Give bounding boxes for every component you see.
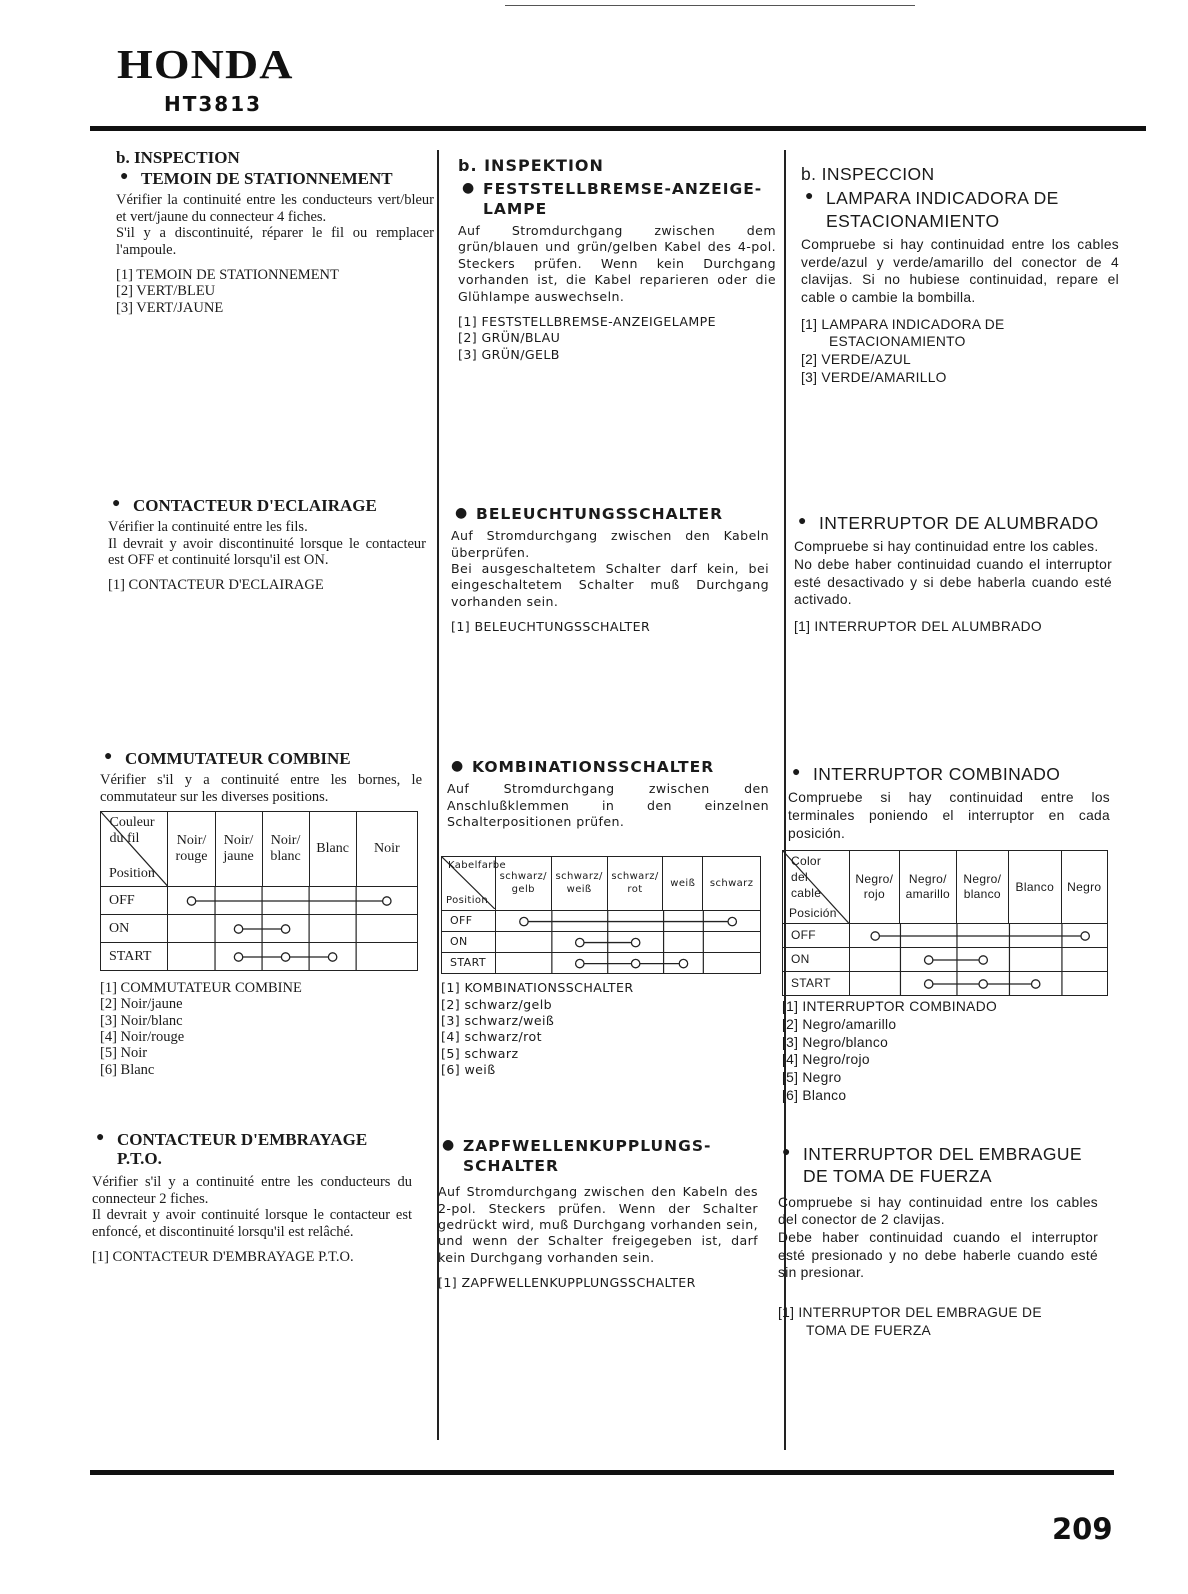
continuity-terminal — [235, 953, 243, 961]
continuity-terminal — [871, 932, 879, 940]
es-lampara-body: Compruebe si hay continuidad entre los cables verde/azul y verde/amarillo del conector de 4 clavijas. Si no hubiese continuidad, repare el cable o cambie la bombilla. — [801, 237, 1119, 306]
top-rule — [505, 5, 915, 6]
table-row-label: OFF — [101, 886, 168, 914]
fr-section-b: b. INSPECTION — [116, 148, 240, 167]
table-col-header: Negro/ rojo — [849, 851, 899, 924]
continuity-terminal — [520, 917, 528, 925]
continuity-terminal — [631, 938, 639, 946]
es-combinado-section — [782, 763, 1110, 1104]
table-col-header: Blanco — [1009, 851, 1061, 924]
continuity-terminal — [329, 953, 337, 961]
continuity-terminal — [282, 925, 290, 933]
fr-temoin-body: Vérifier la continuité entre les conducteurs vert/bleur et vert/jaune du connecteur 4 fiches. — [116, 192, 434, 225]
continuity-diagram — [850, 924, 1108, 948]
es-lampara-refs: [1] LAMPARA INDICADORA DE ESTACIONAMIENTO [2] VERDE/AZUL [3] VERDE/AMARILLO — [801, 316, 1005, 385]
de-zapfwelle-refs: [1] ZAPFWELLENKUPPLUNGSSCHALTER — [438, 1275, 696, 1291]
table-col-header: schwarz/ rot — [607, 857, 663, 910]
footer-rule — [90, 1470, 1114, 1475]
es-lampara-title: ● LAMPARA INDICADORA DE — [805, 187, 1059, 209]
es-section-b: b. INSPECCION — [801, 164, 935, 184]
fr-temoin-title: ● TEMOIN DE STATIONNEMENT — [120, 169, 393, 189]
fr-embrayage-title2: P.T.O. — [117, 1149, 162, 1169]
de-section-b: b. INSPEKTION — [458, 156, 604, 175]
table-row-label: START — [442, 953, 496, 974]
fr-temoin-refs: [1] TEMOIN DE STATIONNEMENT [2] VERT/BLEU [3] VERT/JAUNE — [116, 266, 339, 316]
fr-eclairage-section — [108, 496, 426, 594]
table-col-header: Noir/ jaune — [215, 811, 262, 886]
brand-logo: HONDA — [117, 41, 294, 87]
table-col-header: Noir — [356, 811, 417, 886]
continuity-terminal — [924, 956, 932, 964]
de-lampe-section — [458, 156, 776, 363]
continuity-terminal — [1081, 932, 1089, 940]
de-kombination-title: ● KOMBINATIONSSCHALTER — [451, 758, 715, 776]
continuity-row-on — [168, 914, 418, 942]
table-row-label: ON — [442, 931, 496, 952]
model-number: HT3813 — [164, 92, 263, 116]
fr-eclairage-body: Vérifier la continuité entre les fils. — [108, 519, 308, 536]
fr-embrayage-body: Vérifier s'il y a continuité entre les conducteurs du connecteur 2 fiches. — [92, 1174, 412, 1207]
continuity-terminal — [188, 897, 196, 905]
de-beleuchtung-refs: [1] BELEUCHTUNGSSCHALTER — [451, 618, 651, 634]
fr-combine-section — [100, 749, 422, 1078]
de-beleuchtung-title: ● BELEUCHTUNGSSCHALTER — [455, 505, 724, 523]
fr-temoin-body2: S'il y a discontinuité, réparer le fil ou remplacer l'ampoule. — [116, 225, 434, 258]
de-zapfwelle-title2: SCHALTER — [463, 1157, 559, 1176]
de-table-corner: Kabelfarbe Position — [442, 857, 496, 910]
de-beleuchtung-body2: Bei ausgeschaltetem Schalter darf kein, bei eingeschaltetem Schalter muß Durchgang vorhanden sein. — [451, 560, 769, 609]
fr-eclairage-body2: Il devrait y avoir discontinuité lorsque le contacteur est OFF et continuité lorsqu'il est ON. — [108, 535, 426, 568]
continuity-row-off — [495, 910, 760, 931]
es-embrague-refs: [1] INTERRUPTOR DEL EMBRAGUE DE TOMA DE FUERZA — [778, 1305, 1042, 1338]
fr-eclairage-refs: [1] CONTACTEUR D'ECLAIRAGE — [108, 577, 324, 594]
es-alumbrado-refs: [1] INTERRUPTOR DEL ALUMBRADO — [794, 619, 1042, 635]
table-row-label: OFF — [783, 924, 850, 948]
es-alumbrado-section — [794, 512, 1112, 636]
continuity-terminal — [1031, 980, 1039, 988]
de-lampe-title2: LAMPE — [483, 199, 548, 218]
fr-embrayage-refs: [1] CONTACTEUR D'EMBRAYAGE P.T.O. — [92, 1248, 354, 1265]
continuity-terminal — [979, 956, 987, 964]
continuity-terminal — [282, 953, 290, 961]
continuity-terminal — [979, 980, 987, 988]
de-kombination-table — [441, 856, 761, 974]
page-number: 209 — [1052, 1512, 1113, 1546]
de-kombination-body: Auf Stromdurchgang zwischen den Anschlußklemmen in den einzelnen Schalterpositionen prüfen. — [447, 781, 769, 829]
es-lampara-title2: ESTACIONAMIENTO — [826, 210, 1000, 231]
table-col-header: Negro/ blanco — [956, 851, 1008, 924]
continuity-row-off — [168, 886, 418, 914]
es-embrague-body: Compruebe si hay continuidad entre los cables del conector de 2 clavijas. — [778, 1194, 1098, 1228]
de-kombination-refs: [1] KOMBINATIONSSCHALTER [2] schwarz/gelb [3] schwarz/weiß [4] schwarz/rot [5] schwarz [6] weiß — [441, 980, 634, 1078]
fr-eclairage-title: ● CONTACTEUR D'ECLAIRAGE — [112, 496, 377, 515]
es-embrague-title2: DE TOMA DE FUERZA — [803, 1166, 992, 1187]
table-col-header: schwarz/ gelb — [495, 857, 551, 910]
de-lampe-refs: [1] FESTSTELLBREMSE-ANZEIGELAMPE [2] GRÜN/BLAU [3] GRÜN/GELB — [458, 313, 717, 362]
table-row-label: ON — [101, 914, 168, 942]
continuity-terminal — [575, 959, 583, 967]
es-combinado-table — [782, 850, 1108, 996]
de-beleuchtung-section — [451, 504, 769, 635]
fr-combine-body: Vérifier s'il y a continuité entre les bornes, le commutateur sur les diverses positions. — [100, 772, 422, 805]
fr-combine-title: ● COMMUTATEUR COMBINE — [104, 749, 351, 768]
continuity-terminal — [728, 917, 736, 925]
es-alumbrado-body2: No debe haber continuidad cuando el interruptor esté desactivado y si debe haberla cuando esté activado. — [794, 557, 1112, 608]
fr-temoin-section — [116, 148, 434, 316]
continuity-diagram — [496, 953, 761, 974]
de-kombination-section — [441, 757, 769, 1078]
continuity-row-start — [849, 972, 1107, 996]
table-col-header: schwarz/ weiß — [551, 857, 607, 910]
continuity-terminal — [631, 959, 639, 967]
continuity-row-on — [849, 948, 1107, 972]
table-col-header: Blanc — [309, 811, 356, 886]
table-row-label: START — [101, 942, 168, 970]
fr-embrayage-section — [92, 1130, 412, 1265]
es-combinado-title: ● INTERRUPTOR COMBINADO — [792, 763, 1061, 784]
continuity-diagram — [168, 915, 418, 943]
table-row-label: ON — [783, 948, 850, 972]
header-rule — [90, 126, 1146, 131]
continuity-row-off — [849, 924, 1107, 948]
fr-table-corner: Couleur du fil Position — [101, 811, 168, 886]
continuity-diagram — [850, 948, 1108, 972]
de-lampe-body: Auf Stromdurchgang zwischen dem grün/blauen und grün/gelben Kabel des 4-pol. Steckers prüfen. Wenn kein Durchgang vorhanden ist, die Kabel reparieren oder die Glühlampe auswechseln. — [458, 223, 776, 304]
continuity-diagram — [496, 911, 761, 932]
continuity-terminal — [383, 897, 391, 905]
es-embrague-section — [778, 1143, 1098, 1339]
table-col-header: Negro/ amarillo — [900, 851, 957, 924]
table-col-header: Noir/ blanc — [262, 811, 309, 886]
continuity-terminal — [235, 925, 243, 933]
es-alumbrado-title: ● INTERRUPTOR DE ALUMBRADO — [798, 512, 1099, 533]
table-col-header: Negro — [1061, 851, 1107, 924]
de-lampe-title: ● FESTSTELLBREMSE-ANZEIGE- — [462, 179, 763, 198]
fr-combine-refs: [1] COMMUTATEUR COMBINE [2] Noir/jaune [3] Noir/blanc [4] Noir/rouge [5] Noir [6] Blanc — [100, 979, 302, 1078]
fr-combine-table — [100, 811, 418, 971]
continuity-row-start — [168, 942, 418, 970]
de-zapfwelle-section — [438, 1136, 758, 1291]
table-row-label: OFF — [442, 910, 496, 931]
continuity-terminal — [679, 959, 687, 967]
continuity-diagram — [850, 972, 1108, 996]
table-col-header: weiß — [663, 857, 703, 910]
de-zapfwelle-title: ● ZAPFWELLENKUPPLUNGS- — [442, 1137, 712, 1155]
es-combinado-body: Compruebe si hay continuidad entre los terminales poniendo el interruptor en cada posición. — [788, 790, 1110, 841]
continuity-row-start — [495, 953, 760, 974]
continuity-terminal — [575, 938, 583, 946]
continuity-row-on — [495, 931, 760, 952]
es-alumbrado-body: Compruebe si hay continuidad entre los cables. — [794, 539, 1099, 555]
continuity-diagram — [168, 943, 418, 971]
table-col-header: Noir/ rouge — [168, 811, 215, 886]
es-lampara-section — [801, 163, 1119, 386]
de-zapfwelle-body: Auf Stromdurchgang zwischen den Kabeln des 2-pol. Steckers prüfen. Wenn der Schalter gedrückt wird, muß Durchgang vorhanden sein, und wenn der Schalter freigegeben ist, darf kein Durchgang vorhanden sein. — [438, 1184, 758, 1265]
continuity-diagram — [496, 932, 761, 953]
continuity-terminal — [924, 980, 932, 988]
fr-embrayage-body2: Il devrait y avoir continuité lorsque le contacteur est enfoncé, et discontinuité lorsqu'il est relâché. — [92, 1207, 412, 1240]
fr-embrayage-title: ● CONTACTEUR D'EMBRAYAGE — [96, 1130, 368, 1149]
es-embrague-body2: Debe haber continuidad cuando el interruptor esté presionado y no debe haberle cuando esté sin presionar. — [778, 1230, 1098, 1281]
es-table-corner: Color del cable Posición — [783, 851, 850, 924]
es-combinado-refs: [1] INTERRUPTOR COMBINADO [2] Negro/amarillo [3] Negro/blanco [4] Negro/rojo [5] Negro [6] Blanco — [782, 999, 997, 1103]
table-row-label: START — [783, 972, 850, 996]
es-embrague-title: ● INTERRUPTOR DEL EMBRAGUE — [782, 1143, 1082, 1164]
continuity-diagram — [168, 887, 418, 915]
de-beleuchtung-body: Auf Stromdurchgang zwischen den Kabeln überprüfen. — [451, 528, 769, 560]
table-col-header: schwarz — [703, 857, 761, 910]
